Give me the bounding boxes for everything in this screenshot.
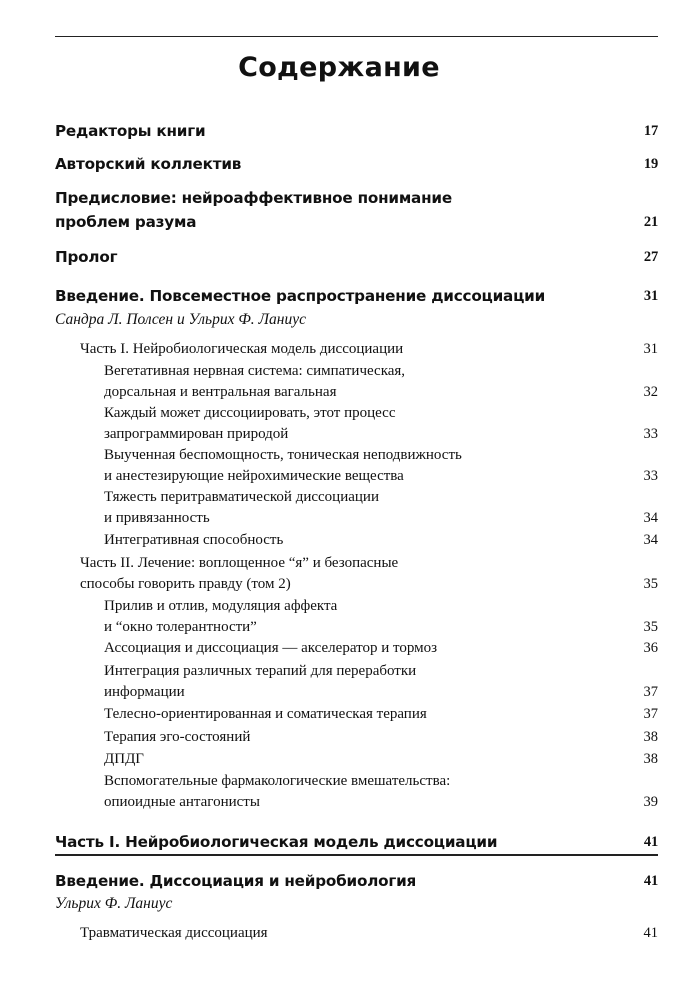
toc-entry-title: Введение. Повсеместное распространение диссоциации: [55, 287, 546, 305]
toc-entry-page: 33: [643, 426, 658, 442]
toc-entry-section[interactable]: [104, 771, 658, 813]
toc-entry-part[interactable]: [80, 553, 658, 595]
toc-entry-title: Авторский коллектив: [55, 155, 242, 173]
toc-entry-section[interactable]: [80, 923, 658, 944]
toc-entry-title: Ассоциация и диссоциация — акселератор и тормоз: [104, 640, 438, 656]
toc-entry-page: 34: [643, 510, 658, 526]
toc-entry-preface[interactable]: [55, 186, 658, 234]
toc-entry-title: Предисловие: нейроаффективное понимание проблем разума: [55, 189, 452, 231]
toc-entry-title: Каждый может диссоциировать, этот процесс запрограммирован природой: [104, 405, 396, 442]
toc-entry-page: 31: [643, 341, 658, 357]
toc-entry-title: Введение. Диссоциация и нейробиология: [55, 872, 417, 890]
toc-entry-title: Телесно-ориентированная и соматическая терапия: [104, 706, 427, 722]
toc-entry-page: 41: [643, 834, 658, 850]
toc-entry-title: ДПДГ: [104, 751, 144, 767]
toc-entry-page: 37: [643, 684, 658, 700]
toc-entry-page: 31: [643, 288, 658, 304]
toc-entry-title: Интеграция различных терапий для переработки информации: [104, 663, 417, 700]
toc-entry-page: 33: [643, 468, 658, 484]
toc-entry-section[interactable]: [104, 661, 658, 703]
toc-entry-page: 34: [643, 532, 658, 548]
toc-entry-page: 36: [643, 640, 658, 656]
toc-entry-title: Тяжесть перитравматической диссоциации и привязанность: [104, 489, 379, 526]
toc-entry-section[interactable]: [104, 638, 658, 659]
toc-entry-introduction[interactable]: [55, 284, 658, 308]
toc-entry-title: Часть I. Нейробиологическая модель диссоциации: [55, 833, 498, 851]
toc-entry-part-heading[interactable]: [55, 830, 658, 856]
toc-entry-section[interactable]: [104, 487, 658, 529]
toc-entry-section[interactable]: [104, 445, 658, 487]
toc-entry-page: 38: [643, 751, 658, 767]
toc-entry-page: 39: [643, 794, 658, 810]
page-title: Содержание: [238, 52, 440, 83]
toc-entry-page: 35: [643, 619, 658, 635]
toc-entry-title: Вспомогательные фармакологические вмешательства: опиоидные антагонисты: [104, 773, 451, 810]
toc-entry-author: Сандра Л. Полсен и Ульрих Ф. Ланиус: [55, 311, 306, 328]
toc-entry-section[interactable]: [104, 727, 658, 748]
toc-entry-editors[interactable]: [55, 119, 658, 143]
toc-entry-title: Выученная беспомощность, тоническая неподвижность и анестезирующие нейрохимические вещества: [104, 447, 462, 484]
toc-entry-page: 21: [643, 214, 658, 230]
toc-entry-part[interactable]: [80, 339, 658, 360]
toc-entry-section[interactable]: [104, 704, 658, 725]
toc-entry-section[interactable]: [104, 530, 658, 551]
toc-entry-title: Часть II. Лечение: воплощенное “я” и безопасные способы говорить правду (том 2): [80, 555, 399, 592]
toc-entry-section[interactable]: [104, 749, 658, 770]
toc-entry-page: 38: [643, 729, 658, 745]
toc-entry-page: 41: [643, 925, 658, 941]
toc-entry-title: Редакторы книги: [55, 122, 206, 140]
toc-entry-page: 32: [643, 384, 658, 400]
toc-entry-page: 17: [643, 123, 658, 139]
toc-entry-section[interactable]: [104, 361, 658, 403]
toc-entry-introduction[interactable]: [55, 869, 658, 893]
toc-entry-page: 37: [643, 706, 658, 722]
toc-entry-title: Травматическая диссоциация: [80, 925, 268, 941]
toc-entry-title: Интегративная способность: [104, 532, 284, 548]
toc-entry-section[interactable]: [104, 403, 658, 445]
toc-entry-title: Часть I. Нейробиологическая модель диссоциации: [80, 341, 404, 357]
toc-entry-section[interactable]: [104, 596, 658, 638]
toc-entry-page: 35: [643, 576, 658, 592]
toc-entry-prologue[interactable]: [55, 245, 658, 269]
toc-entry-title: Прилив и отлив, модуляция аффекта и “окно толерантности”: [104, 598, 338, 635]
toc-entry-page: 41: [643, 873, 658, 889]
toc-entry-title: Терапия эго-состояний: [104, 729, 251, 745]
toc-entry-authors[interactable]: [55, 152, 658, 176]
toc-entry-page: 27: [643, 249, 658, 265]
toc-entry-title: Пролог: [55, 248, 118, 266]
toc-entry-page: 19: [643, 156, 658, 172]
toc-entry-title: Вегетативная нервная система: симпатическая, дорсальная и вентральная вагальная: [104, 363, 406, 400]
toc-entry-author: Ульрих Ф. Ланиус: [55, 895, 173, 912]
